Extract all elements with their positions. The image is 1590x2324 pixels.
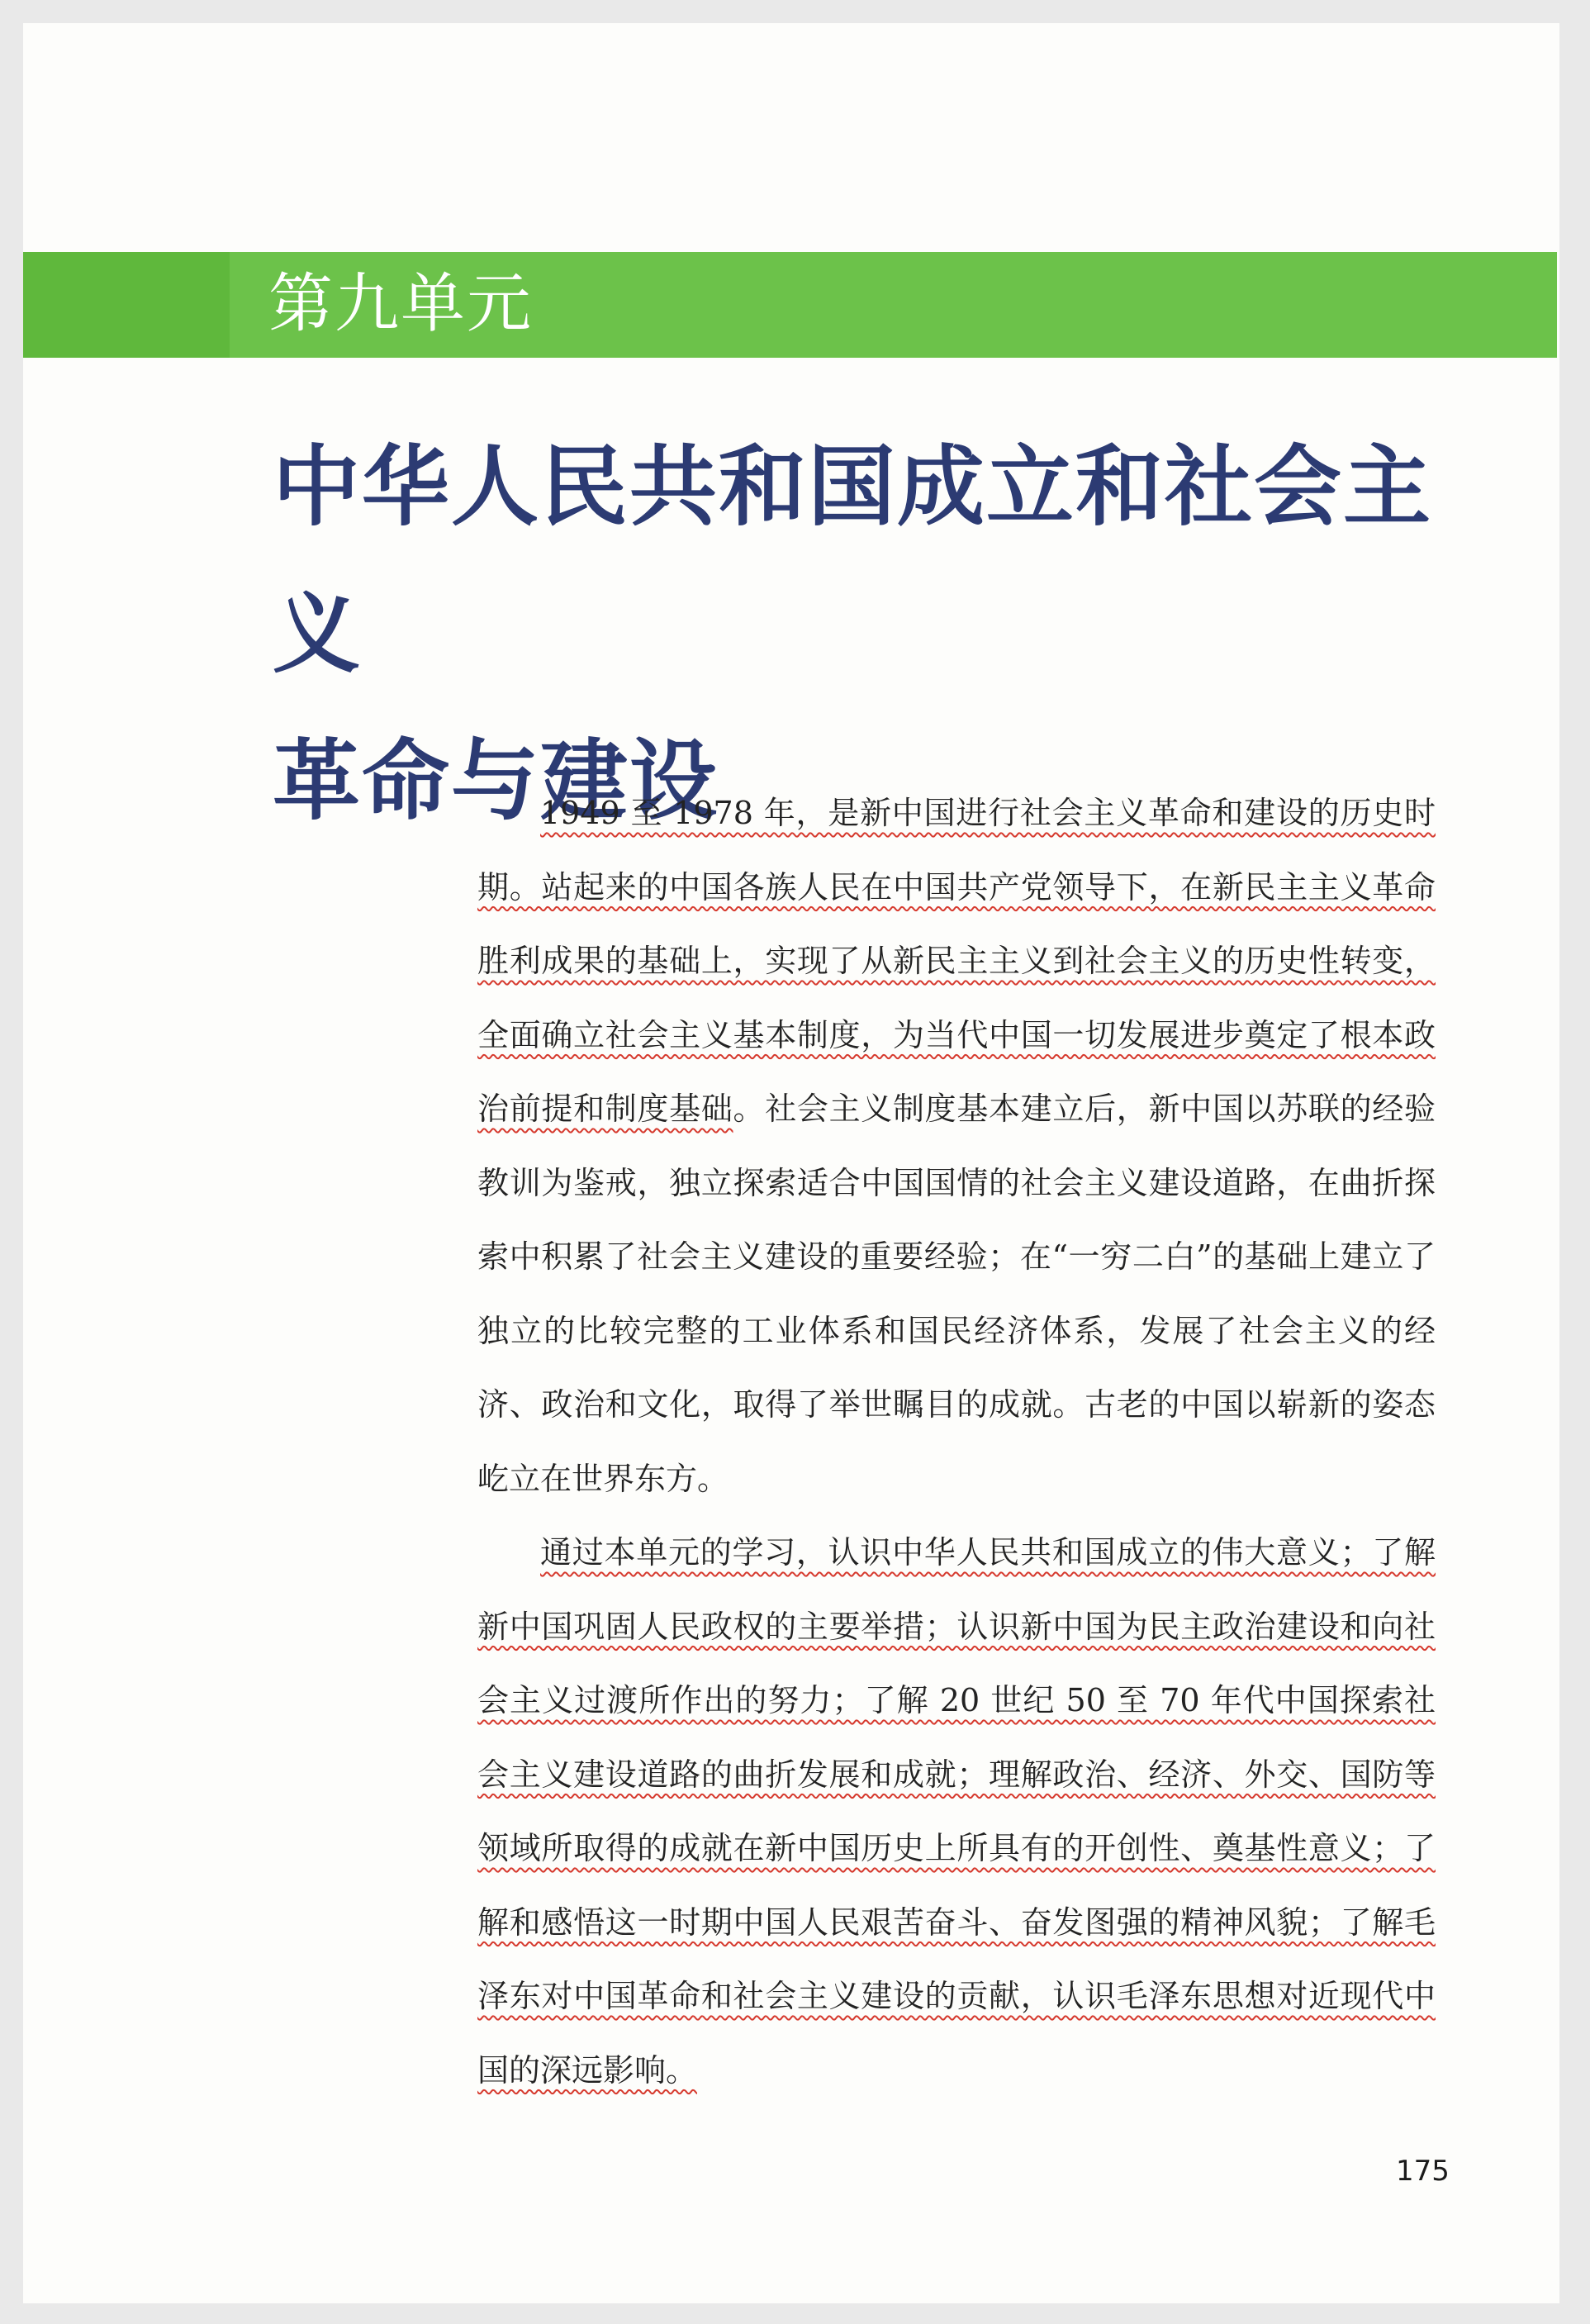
unit-title-line-2: 革命与建设 [273,729,719,832]
unit-introduction [477,777,1436,2108]
intro-paragraph-2 [477,1516,1436,2108]
intro-paragraph-1 [477,777,1436,1516]
unit-label: 第九单元 [268,267,534,341]
unit-banner [23,252,1557,358]
underlined-text: 通过本单元的学习，认识中华人民共和国成立的伟大意义；了解新中国巩固人民政权的主要举措；认识新中国为民主政治建设和向社会主义过渡所作出的努力；了解 20 世纪 50 至 70 年代中国探索社会主义建设道路的曲折发展和成就；理解政治、经济、外交、国防等领域所取得的成就在新中国历史上所具有的开创性、奠基性意义；了解和感悟这一时期中国人民艰苦奋斗、奋发图强的精神风貌；了解毛泽东对中国革命和社会主义建设的贡献，认识毛泽东思想对近现代中国的深远影响。 [477,1534,1436,2089]
page-number: 175 [1396,2155,1450,2188]
paragraph-text: 。社会主义制度基本建立后，新中国以苏联的经验教训为鉴戒，独立探索适合中国国情的社会主义建设道路，在曲折探索中积累了社会主义建设的重要经验；在“一穷二白”的基础上建立了独立的比较完整的工业体系和国民经济体系，发展了社会主义的经济、政治和文化，取得了举世瞩目的成就。古老的中国以崭新的姿态屹立在世界东方。 [477,1091,1436,1497]
unit-banner-accent [23,252,230,358]
underlined-text: 1949 至 1978 年，是新中国进行社会主义革命和建设的历史时期。站起来的中国各族人民在中国共产党领导下，在新民主主义革命胜利成果的基础上，实现了从新民主主义到社会主义的历史性转变，全面确立社会主义基本制度，为当代中国一切发展进步奠定了根本政治前提和制度基础 [477,795,1436,1127]
unit-title-line-1: 中华人民共和国成立和社会主义 [273,435,1432,685]
